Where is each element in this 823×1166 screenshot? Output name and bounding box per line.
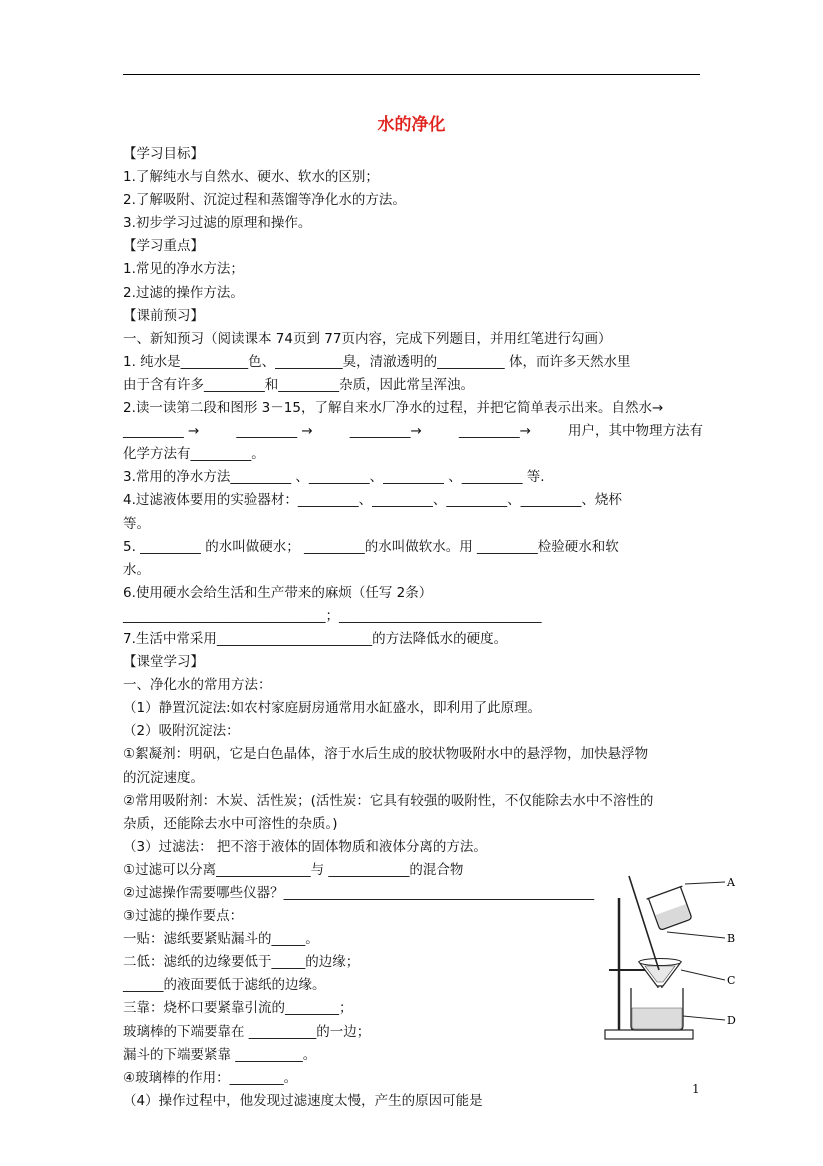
text-line: 2.读一读第二段和图形 3－15，了解自来水厂净水的过程，并把它简单表示出来。自然水→ xyxy=(123,400,664,417)
filtration-apparatus-figure xyxy=(597,870,747,1060)
text-line: 二低：滤纸的边缘要低于_____的边缘； xyxy=(123,954,360,971)
text-line: 1. 纯水是__________色、__________臭，清澈透明的__________ 体，而许多天然水里 xyxy=(123,353,631,370)
text-line: 一、新知预习（阅读课本 74页到 77页内容，完成下列题目，并用红笔进行勾画） xyxy=(123,330,612,347)
text-line: 【学习目标】 xyxy=(123,146,204,162)
text-line: 4.过滤液体要用的实验器材：_________、_________、_________、_________、烧杯 xyxy=(123,492,622,509)
text-line: ______________________________；______________________________ xyxy=(123,607,542,624)
text-line: 由于含有许多_________和_________杂质，因此常呈浑浊。 xyxy=(123,376,474,393)
page-title: 水的净化 xyxy=(377,115,446,135)
label-d: D xyxy=(727,1014,736,1027)
text-line: 2.过滤的操作方法。 xyxy=(123,284,244,301)
filtration-diagram xyxy=(597,870,747,1060)
text-line: _________ → _________ → _________→ _________→ 用户，其中物理方法有 xyxy=(123,423,703,440)
label-c: C xyxy=(727,974,736,987)
text-line: （1）静置沉淀法:如农村家庭厨房通常用水缸盛水，即利用了此原理。 xyxy=(123,700,542,717)
text-line: 等。 xyxy=(123,515,150,532)
text-line: 水。 xyxy=(123,561,150,578)
text-line: （4）操作过程中，他发现过滤速度太慢，产生的原因可能是 xyxy=(123,1092,483,1109)
text-line: 2.了解吸附、沉淀过程和蒸馏等净化水的方法。 xyxy=(123,192,406,209)
stand-base xyxy=(605,1030,693,1039)
label-a: A xyxy=(727,876,735,889)
text-line: 6.使用硬水会给生活和生产带来的麻烦（任写 2条） xyxy=(123,584,433,601)
leader-b xyxy=(667,932,725,938)
glass-rod xyxy=(629,876,659,970)
page-number: 1 xyxy=(692,1082,700,1096)
text-line: 化学方法有_________。 xyxy=(123,446,265,463)
text-line: 3.常用的净水方法_________ 、_________、_________ 、_________ 等. xyxy=(123,469,545,486)
text-line: 7.生活中常采用_______________________的方法降低水的硬度。 xyxy=(123,630,508,647)
text-line: 【学习重点】 xyxy=(123,238,204,255)
text-line: 1.常见的净水方法； xyxy=(123,261,244,278)
text-line: ②过滤操作需要哪些仪器？______________________________________________ xyxy=(123,885,595,901)
text-line: 的沉淀速度。 xyxy=(123,769,204,786)
text-line: （3）过滤法： 把不溶于液体的固体物质和液体分离的方法。 xyxy=(123,838,487,855)
text-line: 5. _________ 的水叫做硬水； _________的水叫做软水。用 _________检验硬水和软 xyxy=(123,538,619,555)
text-line: 三靠：烧杯口要紧靠引流的________； xyxy=(123,1000,353,1017)
pouring-beaker xyxy=(647,886,694,931)
leader-a xyxy=(685,882,725,884)
text-line: 1.了解纯水与自然水、硬水、软水的区别； xyxy=(123,169,379,186)
text-line: ③过滤的操作要点： xyxy=(123,908,244,925)
text-line: 【课前预习】 xyxy=(123,307,204,324)
text-line: 漏斗的下端要紧靠 __________。 xyxy=(123,1046,317,1063)
text-line: ④玻璃棒的作用：________。 xyxy=(123,1069,298,1086)
header-rule xyxy=(123,74,700,75)
text-line: 杂质，还能除去水中可溶性的杂质。) xyxy=(123,815,338,832)
text-line: ①过滤可以分离______________与 ____________的混合物 xyxy=(123,861,464,878)
leader-c xyxy=(681,970,725,980)
text-line: 【课堂学习】 xyxy=(123,654,204,671)
filtrate xyxy=(632,1008,682,1029)
text-line: ②常用吸附剂：木炭、活性炭；(活性炭：它具有较强的吸附性，不仅能除去水中不溶性的 xyxy=(123,792,654,809)
text-line: （2）吸附沉淀法： xyxy=(123,723,240,740)
text-line: 3.初步学习过滤的原理和操作。 xyxy=(123,215,312,232)
leader-d xyxy=(683,1016,725,1020)
text-line: 一、净化水的常用方法： xyxy=(123,677,272,694)
text-line: ①絮凝剂：明矾，它是白色晶体，溶于水后生成的胶状物吸附水中的悬浮物，加快悬浮物 xyxy=(123,746,649,763)
text-line: 一贴：滤纸要紧贴漏斗的_____。 xyxy=(123,931,319,948)
text-line: ______的液面要低于滤纸的边缘。 xyxy=(123,977,326,994)
funnel-rim xyxy=(639,959,681,966)
text-line: 玻璃棒的下端要靠在 __________的一边； xyxy=(123,1023,371,1040)
label-b: B xyxy=(727,932,736,945)
